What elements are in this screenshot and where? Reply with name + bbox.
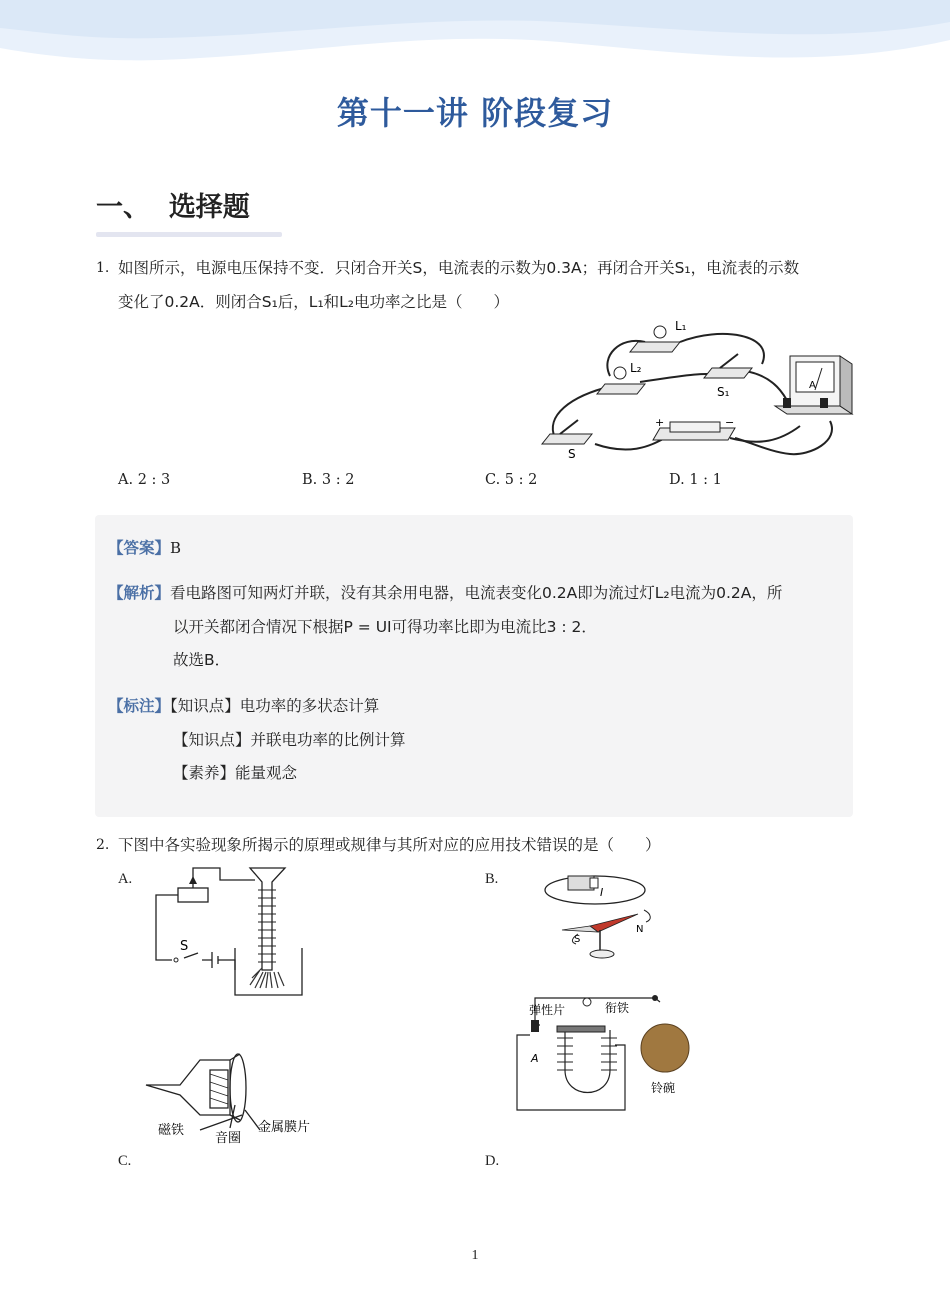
note-tag: 【标注】 xyxy=(108,697,171,715)
fig-b-north-label: N xyxy=(636,924,644,935)
fig-label-b: B. xyxy=(485,871,499,887)
figure-c-speaker xyxy=(140,1050,330,1150)
fig-b-current-label: I xyxy=(600,886,604,899)
note-line-1: 【知识点】电功率的多状态计算 xyxy=(170,697,380,715)
fig-d-spring-label: 弹性片 xyxy=(529,1003,566,1017)
figure-d-bell xyxy=(505,990,705,1120)
section-underline xyxy=(96,232,282,237)
label-s: S xyxy=(568,447,576,461)
page-title: 第十一讲 阶段复习 xyxy=(336,94,614,132)
fig-label-c: C. xyxy=(118,1153,132,1169)
answer-tag: 【答案】 xyxy=(108,539,171,557)
note-line-3: 【素养】能量观念 xyxy=(173,764,298,782)
fig-d-point-label: A xyxy=(531,1052,539,1065)
answer-value: B xyxy=(170,539,182,557)
question-2-text: 下图中各实验现象所揭示的原理或规律与其所对应的应用技术错误的是（ ） xyxy=(118,836,661,854)
section-label: 选择题 xyxy=(168,192,250,223)
section-number: 一、 xyxy=(96,192,150,223)
fig-b-south-label: S xyxy=(574,934,581,945)
label-ammeter: A xyxy=(809,380,816,391)
q1-option-a[interactable]: A. 2 : 3 xyxy=(118,472,171,488)
fig-a-switch-label: S xyxy=(180,939,189,954)
figure-a-electromagnet xyxy=(150,860,310,1000)
q1-option-b[interactable]: B. 3 : 2 xyxy=(302,472,355,488)
figure-b-oersted xyxy=(540,862,670,962)
q1-option-c[interactable]: C. 5 : 2 xyxy=(485,472,538,488)
answer-row xyxy=(108,532,181,565)
label-minus: − xyxy=(725,416,735,429)
question-2-number: 2. xyxy=(96,837,110,853)
fig-c-coil-label: 音圈 xyxy=(215,1131,242,1146)
note-line-2: 【知识点】并联电功率的比例计算 xyxy=(173,731,406,749)
label-l2: L₂ xyxy=(630,361,642,375)
fig-c-magnet-label: 磁铁 xyxy=(158,1123,185,1138)
fig-d-bell-label: 铃碗 xyxy=(651,1081,676,1095)
question-1 xyxy=(96,251,856,319)
analysis-tag: 【解析】 xyxy=(108,584,171,602)
question-1-line2: 变化了0.2A．则闭合S₁后，L₁和L₂电功率之比是（ ） xyxy=(118,293,510,311)
analysis-line1: 看电路图可知两灯并联，没有其余用电器，电流表变化0.2A即为流过灯L₂电流为0.2A，所 xyxy=(170,584,783,602)
fig-c-film-label: 金属膜片 xyxy=(258,1120,311,1135)
question-2 xyxy=(96,828,856,862)
q1-option-d[interactable]: D. 1 : 1 xyxy=(669,472,722,488)
fig-label-d: D. xyxy=(485,1153,500,1169)
q1-circuit-diagram xyxy=(540,316,860,466)
header-wave xyxy=(0,0,950,80)
question-1-text xyxy=(118,251,856,319)
analysis-row xyxy=(108,577,782,610)
analysis-line3: 故选B． xyxy=(173,651,231,669)
label-plus: + xyxy=(655,416,665,429)
note-row xyxy=(108,690,379,723)
page-number: 1 xyxy=(471,1248,479,1263)
fig-d-armature-label: 衔铁 xyxy=(605,1001,630,1015)
question-1-number: 1. xyxy=(96,260,110,276)
section-heading xyxy=(96,185,250,224)
label-s1: S₁ xyxy=(717,385,730,399)
fig-label-a: A. xyxy=(118,871,133,887)
label-l1: L₁ xyxy=(675,319,687,333)
analysis-line2: 以开关都闭合情况下根据P = UI可得功率比即为电流比3 : 2． xyxy=(173,618,597,636)
question-1-line1: 如图所示，电源电压保持不变．只闭合开关S，电流表的示数为0.3A；再闭合开关S₁，电流表的示数 xyxy=(118,259,800,277)
